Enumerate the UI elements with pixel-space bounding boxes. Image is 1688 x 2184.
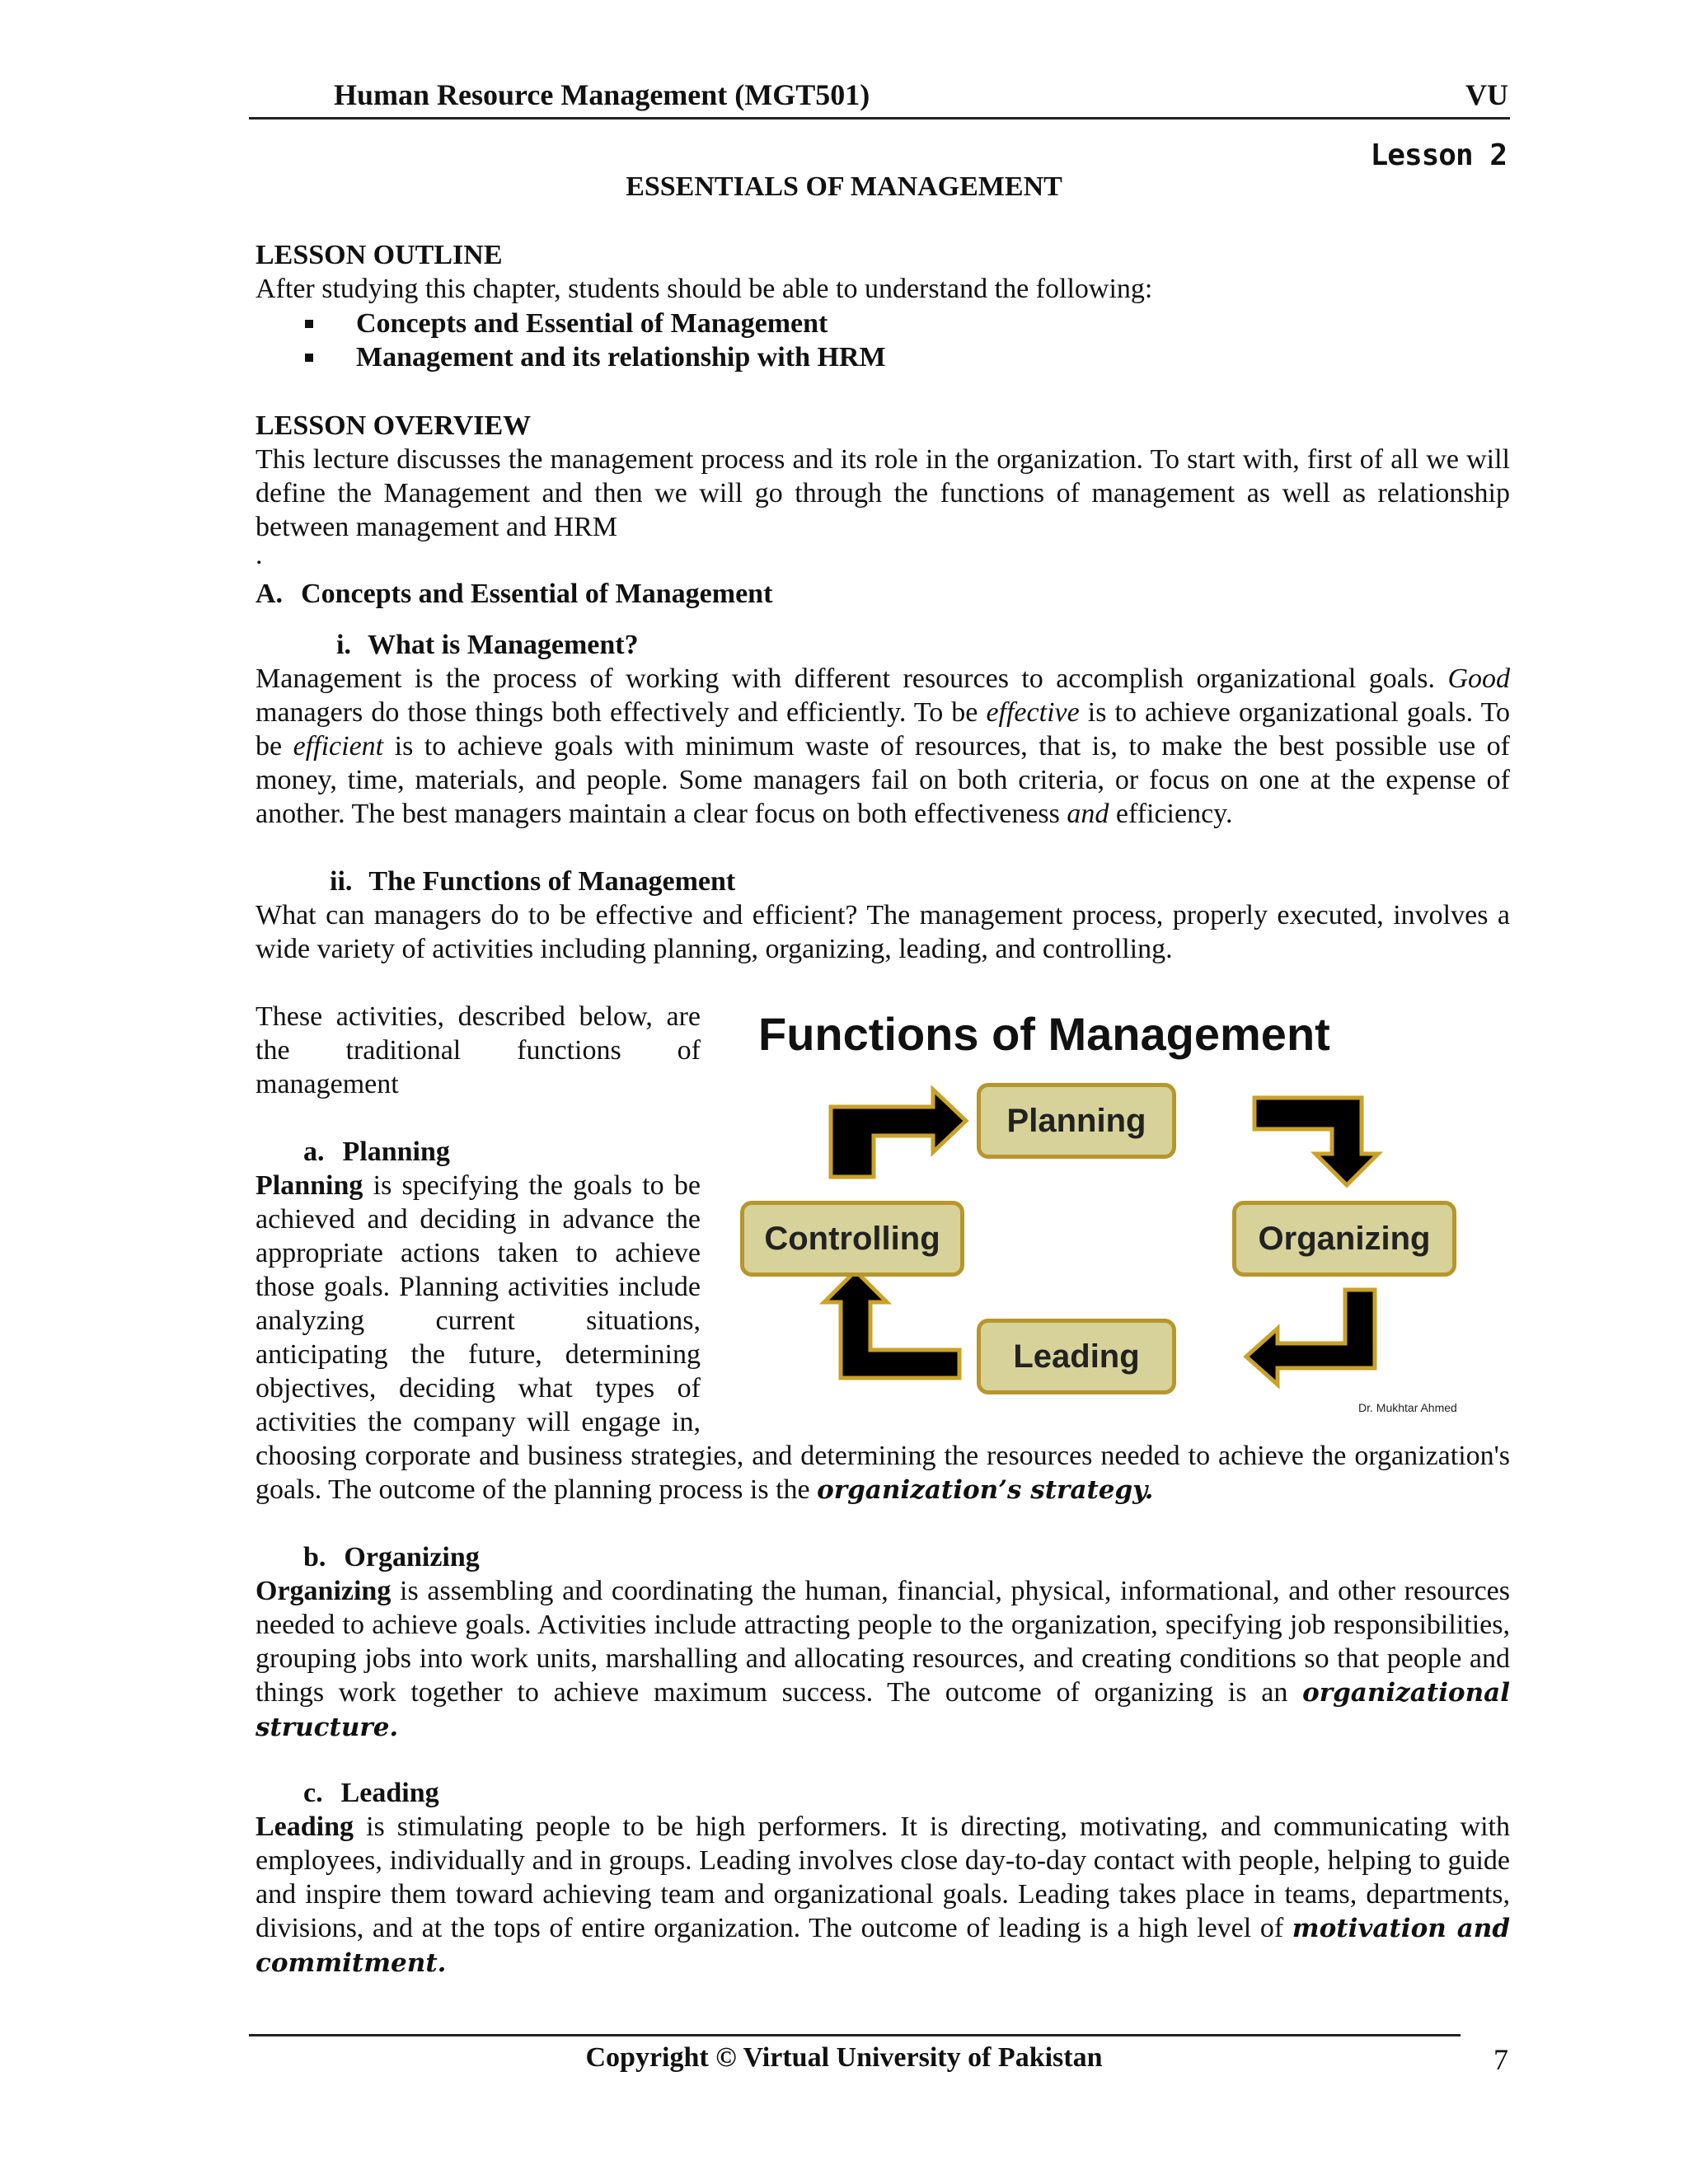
- what-paragraph: Management is the process of working with different resources to accomplish organizational goals. Good managers do those things both effectively and efficiently. To be effective is to achieve organizational goals. To be efficient is to achieve goals with minimum waste of resources, that is, to make the best possible use of money, time, materials, and people. Some managers fail on both criteria, or focus on one at the expense of another. The best managers maintain a clear focus on both effectiveness and efficiency.: [256, 663, 1511, 829]
- arrow-leading-to-controlling-icon: [824, 1271, 959, 1378]
- controlling-box: Controlling: [740, 1201, 964, 1277]
- course-header: Human Resource Management (MGT501): [334, 78, 870, 111]
- list-item: Concepts and Essential of Management: [305, 307, 886, 340]
- organizing-heading: b. Organizing: [303, 1542, 480, 1572]
- list-item: Management and its relationship with HRM: [305, 340, 886, 374]
- planning-box: Planning: [977, 1083, 1176, 1159]
- planning-column: Planning is specifying the goals to be achieved and deciding in advance the appropriate actions taken to achieve those goals. Planning activities include analyzing current situations, anticipating the future, determining objectives, deciding what types of activities the company will engage in,: [256, 1170, 701, 1437]
- bullet-square-icon: [305, 320, 313, 328]
- planning-heading: a. Planning: [303, 1137, 450, 1167]
- leading-box: Leading: [977, 1319, 1176, 1394]
- arrow-controlling-to-planning-icon: [831, 1090, 966, 1177]
- subsection-functions-heading: ii. The Functions of Management: [330, 866, 736, 897]
- outline-list: [305, 307, 886, 374]
- copyright-footer: Copyright © Virtual University of Pakistan: [585, 2042, 1103, 2073]
- lesson-outline: [256, 238, 1510, 306]
- diagram-title: Functions of Management: [758, 1008, 1330, 1060]
- page-title: ESSENTIALS OF MANAGEMENT: [626, 171, 1062, 202]
- subsection-what-heading: i. What is Management?: [336, 630, 639, 660]
- outline-intro: After studying this chapter, students should be able to understand the following:: [256, 274, 1153, 304]
- leading-paragraph: Leading is stimulating people to be high performers. It is directing, motivating, and communicating with employees, individually and in groups. Leading involves close day-to-day contact with people, helping to guide and inspire them toward achieving team and organizational goals. Leading takes place in teams, departments, divisions, and at the tops of entire organization. The outcome of leading is a high level of motivation and commitment.: [256, 1811, 1511, 1978]
- leading-heading: c. Leading: [303, 1778, 439, 1808]
- arrow-planning-to-organizing-icon: [1254, 1098, 1378, 1185]
- diagram-credit: Dr. Mukhtar Ahmed: [1358, 1401, 1457, 1414]
- overview-text: This lecture discusses the management process and its role in the organization. To start with, first of all we will define the Management and then we will go through the functions of management as well as relationship between management and HRM: [256, 444, 1510, 542]
- functions-of-management-diagram: [734, 997, 1475, 1422]
- header-divider: [249, 117, 1510, 120]
- lesson-number: Lesson 2: [1370, 138, 1507, 172]
- functions-intro-column: These activities, described below, are the traditional functions of management: [256, 1001, 701, 1099]
- overview-heading: LESSON OVERVIEW: [256, 410, 532, 441]
- outline-heading: LESSON OUTLINE: [256, 240, 503, 270]
- institution-header: VU: [1465, 78, 1508, 111]
- page-number: 7: [1493, 2043, 1508, 2076]
- arrow-organizing-to-leading-icon: [1246, 1290, 1375, 1385]
- bullet-square-icon: [305, 354, 313, 362]
- overview-dot: .: [256, 540, 263, 570]
- organizing-paragraph: Organizing is assembling and coordinating the human, financial, physical, informational, and other resources needed to achieve goals. Activities include attracting people to the organization, specifying job responsibilities, grouping jobs into work units, marshalling and allocating resources, and creating conditions so that people and things work together to achieve maximum success. The outcome of organizing is an organizational structure.: [256, 1576, 1511, 1742]
- section-a-heading: A. Concepts and Essential of Management: [256, 579, 773, 609]
- footer-divider: [249, 2034, 1461, 2036]
- planning-continued: choosing corporate and business strategies, and determining the resources needed to achieve the organization's goals. The outcome of the planning process is the organization’s strategy.: [256, 1441, 1510, 1505]
- functions-paragraph: What can managers do to be effective and efficient? The management process, properly executed, involves a wide variety of activities including planning, organizing, leading, and controlling.: [256, 900, 1510, 964]
- organizing-box: Organizing: [1232, 1201, 1456, 1277]
- lesson-overview: [256, 409, 1510, 570]
